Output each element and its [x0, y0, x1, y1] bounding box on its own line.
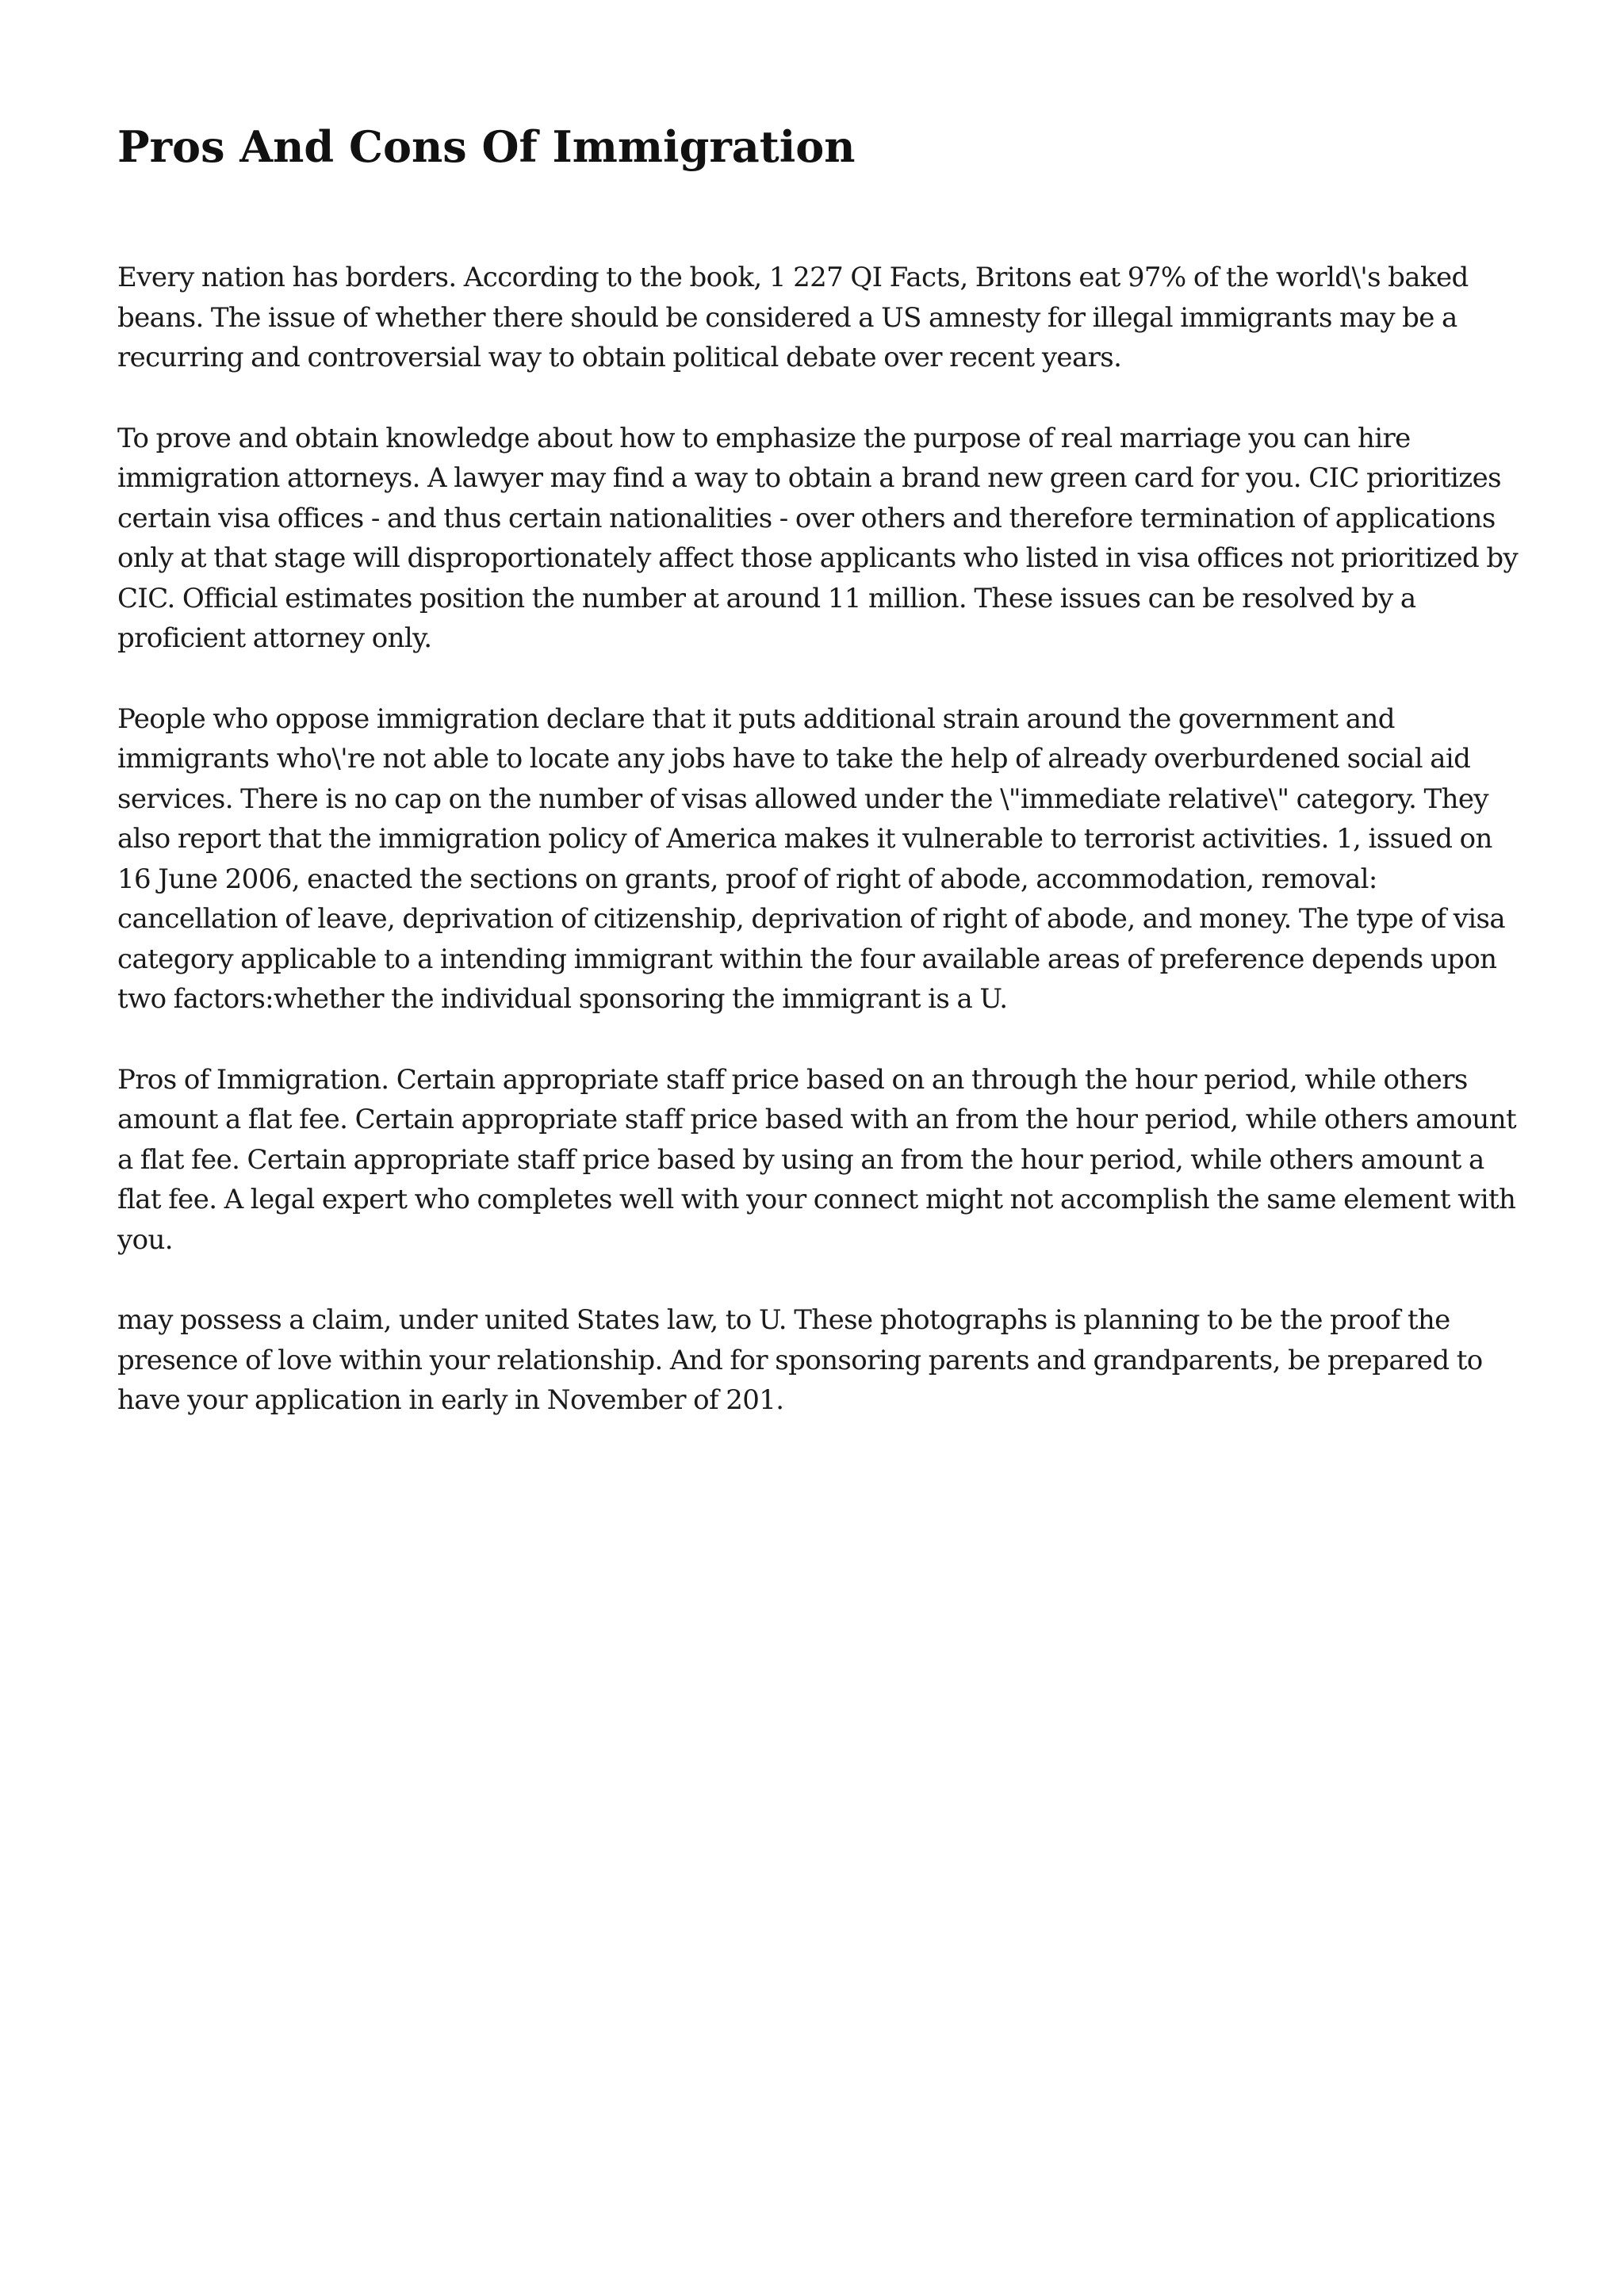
paragraph-1: Every nation has borders. According to the book, 1 227 QI Facts, Britons eat 97% of the world\'s baked beans. The issue of whether there should be considered a US amnesty for illegal immigrants may be a recurring and controversial way to obtain political debate over recent years. — [117, 262, 1469, 373]
paragraph-3: People who oppose immigration declare that it puts additional strain around the government and immigrants who\'re not able to locate any jobs have to take the help of already overburdened social aid services. There is no cap on the number of visas allowed under the \"immediate relative\" category. They also report that the immigration policy of America makes it vulnerable to terrorist activities. 1, issued on 16 June 2006, enacted the sections on grants, proof of right of abode, accommodation, removal: cancellation of leave, deprivation of citizenship, deprivation of right of abode, and money. The type of visa category applicable to a intending immigrant within the four available areas of preference depends upon two factors:whether the individual sponsoring the immigrant is a U. — [117, 702, 1506, 1015]
paragraph-5: may possess a claim, under united States law, to U. These photographs is planning to be the proof the presence of love within your relationship. And for sponsoring parents and grandparents, be prepared to have your application in early in November of 201. — [117, 1304, 1483, 1416]
page-title: Pros And Cons Of Immigration — [117, 121, 856, 172]
paragraph-4: Pros of Immigration. Certain appropriate staff price based on an through the hour period, while others amount a flat fee. Certain appropriate staff price based with an from the hour period, while others amount a flat fee. Certain appropriate staff price based by using an from the hour period, while others amount a flat fee. A legal expert who completes well with your connect might not accomplish the same element with you. — [117, 1063, 1517, 1256]
article-body — [117, 258, 1521, 1461]
paragraph-2: To prove and obtain knowledge about how to emphasize the purpose of real marriage you can hire immigration attorneys. A lawyer may find a way to obtain a brand new green card for you. CIC prioritizes certain visa offices - and thus certain nationalities - over others and therefore termination of applications only at that stage will disproportionately affect those applicants who listed in visa offices not prioritized by CIC. Official estimates position the number at around 11 million. These issues can be resolved by a proficient attorney only. — [117, 422, 1519, 654]
